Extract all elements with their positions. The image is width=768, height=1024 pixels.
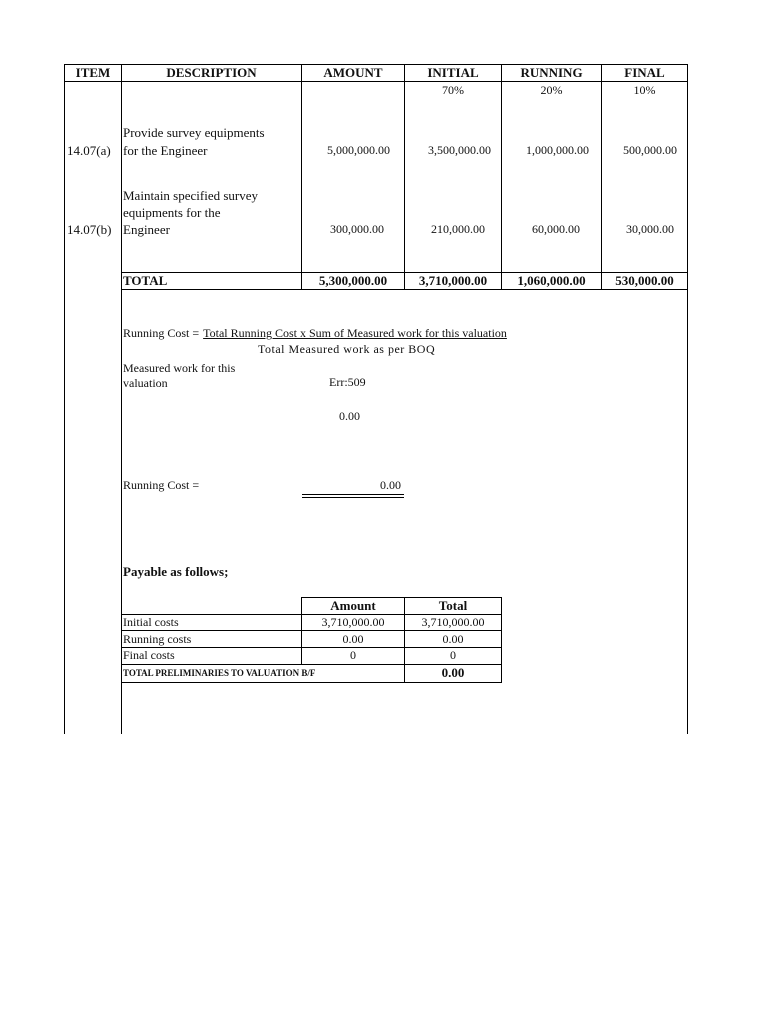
total-amount: 5,300,000.00	[318, 273, 388, 288]
running-cost-value: 0.00	[380, 478, 401, 492]
header-initial: INITIAL	[427, 65, 479, 80]
row-amount: 5,000,000.00	[327, 143, 390, 157]
measured-work-label-line: valuation	[123, 376, 168, 390]
payable-total-value: 0.00	[441, 665, 465, 680]
row-final: 500,000.00	[623, 143, 677, 157]
measured-work-label-line: Measured work for this	[123, 361, 236, 375]
row-running: 1,000,000.00	[526, 143, 589, 157]
header-final: FINAL	[624, 65, 665, 80]
running-percentage: 20%	[540, 83, 563, 97]
double-underline	[302, 497, 404, 498]
payable-col-amount: Amount	[330, 598, 376, 613]
payable-row-total: 0	[450, 648, 456, 662]
payable-row-total: 0.00	[442, 632, 464, 646]
row-running: 60,000.00	[532, 222, 580, 236]
header-description: DESCRIPTION	[166, 65, 257, 80]
row-final: 30,000.00	[626, 222, 674, 236]
row-description-line: equipments for the	[123, 205, 221, 220]
row-description-line: Provide survey equipments	[123, 125, 265, 140]
payable-row-amount: 0	[350, 648, 356, 662]
measured-work-value: Err:509	[329, 375, 366, 389]
measured-work-label	[123, 361, 235, 391]
running-cost-label: Running Cost =	[123, 478, 200, 492]
total-running: 1,060,000.00	[517, 273, 586, 288]
total-label: TOTAL	[123, 273, 168, 288]
formula-denominator: Total Measured work as per BOQ	[258, 342, 436, 356]
formula-lhs: Running Cost =	[123, 326, 200, 340]
header-amount: AMOUNT	[323, 65, 383, 80]
total-final: 530,000.00	[615, 273, 674, 288]
header-running: RUNNING	[520, 65, 583, 80]
row-item: 14.07(a)	[67, 143, 111, 158]
final-percentage: 10%	[633, 83, 656, 97]
initial-percentage: 70%	[442, 83, 464, 97]
double-underline	[302, 494, 404, 495]
header-item: ITEM	[75, 65, 111, 80]
row-amount: 300,000.00	[330, 222, 384, 236]
row-description-line: Maintain specified survey	[123, 188, 259, 203]
payable-total-label: TOTAL PRELIMINARIES TO VALUATION B/F	[123, 668, 316, 678]
payable-row-label: Final costs	[123, 648, 175, 662]
row-initial: 3,500,000.00	[428, 143, 491, 157]
payable-row-label: Running costs	[123, 632, 192, 646]
payable-row-amount: 0.00	[342, 632, 364, 646]
measured-work-subvalue: 0.00	[339, 409, 360, 423]
row-description-line: for the Engineer	[123, 143, 208, 158]
formula-numerator: Total Running Cost x Sum of Measured work for this valuation	[203, 326, 507, 340]
payable-row-label: Initial costs	[123, 615, 179, 629]
row-description-line: Engineer	[123, 222, 170, 237]
running-cost-formula	[123, 324, 507, 342]
payable-col-total: Total	[438, 598, 468, 613]
payable-title: Payable as follows;	[123, 564, 229, 579]
row-item: 14.07(b)	[67, 222, 112, 237]
payable-row-amount: 3,710,000.00	[321, 615, 385, 629]
row-initial: 210,000.00	[431, 222, 485, 236]
payable-row-total: 3,710,000.00	[421, 615, 485, 629]
total-initial: 3,710,000.00	[418, 273, 488, 288]
